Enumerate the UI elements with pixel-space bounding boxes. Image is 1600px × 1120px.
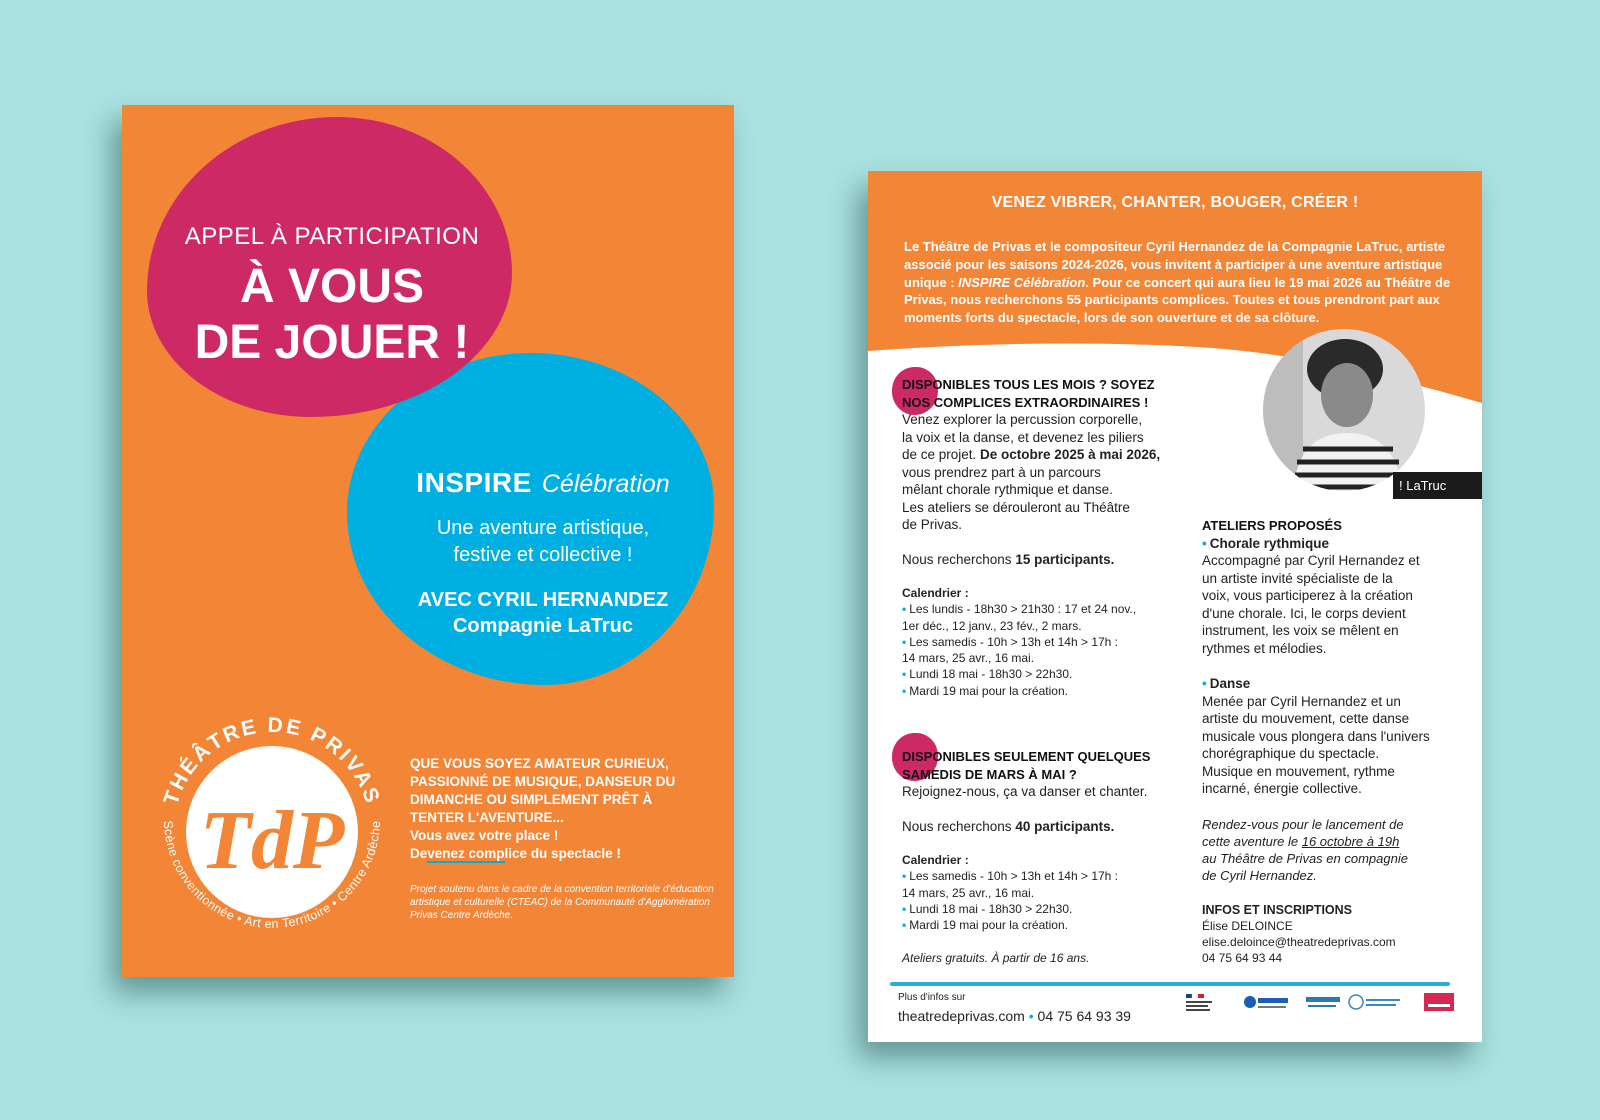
launch-line [1202, 833, 1452, 850]
body-line: mêlant chorale rythmique et danse. [902, 482, 1113, 497]
contact-block [1202, 902, 1452, 967]
search-bold: 40 participants. [1015, 818, 1115, 834]
atelier-line: voix, vous participerez à la création [1202, 588, 1413, 603]
section-heading [902, 376, 1202, 411]
bullet-icon: • [902, 667, 907, 682]
bullet-icon: • [902, 634, 907, 649]
body-line [902, 446, 1202, 464]
body-bold: De octobre 2025 à mai 2026, [980, 447, 1161, 462]
section-monthly [902, 376, 1202, 699]
calendar-text: 14 mars, 25 avr., 16 mai. [902, 651, 1035, 666]
calendar-text: Les samedis - 10h > 13h et 14h > 17h : [909, 634, 1119, 649]
ateliers-block [1202, 517, 1452, 967]
section-body [902, 783, 1202, 835]
body-line: de Privas. [902, 517, 963, 532]
atelier-line: Accompagné par Cyril Hernandez et [1202, 553, 1420, 568]
atelier-title-text: Chorale rythmique [1209, 535, 1330, 551]
atelier-line: incarné, énergie collective. [1202, 781, 1362, 796]
launch-date: 16 octobre à 19h [1301, 833, 1400, 849]
atelier-title [1202, 535, 1452, 553]
bullet-icon: • [902, 602, 907, 617]
section-heading [902, 748, 1202, 783]
calendar-text: Lundi 18 mai - 18h30 > 22h30. [909, 901, 1073, 916]
theatre-de-privas-logo [152, 708, 392, 938]
bullet-icon: • [902, 869, 907, 884]
calendar-text: Mardi 19 mai pour la création. [909, 918, 1068, 933]
front-title-line1: À VOUS [239, 260, 425, 313]
tagline-line1: Une aventure artistique, [436, 517, 650, 539]
search-bold: 15 participants. [1015, 551, 1115, 567]
company-name: Compagnie LaTruc [452, 615, 634, 637]
section-heading-line: DISPONIBLES TOUS LES MOIS ? SOYEZ [902, 377, 1155, 392]
search-pre: Nous recherchons [902, 551, 1016, 567]
footer-bullet: • [1028, 1008, 1034, 1024]
partner-logos [1178, 989, 1468, 1029]
section-heading-line: SAMEDIS DE MARS À MAI ? [902, 766, 1077, 782]
body-line: Rejoignez-nous, ça va danser et chanter. [902, 784, 1148, 799]
call-last-pre: De [410, 846, 428, 861]
calendar-item [902, 634, 1202, 650]
atelier-line: chorégraphique du spectacle. [1202, 746, 1380, 761]
call-line: PASSIONNÉ DE MUSIQUE, DANSEUR DU [410, 774, 676, 789]
portrait-image [1263, 329, 1425, 491]
intro-part2: . Pour ce concert qui aura lieu le 19 mai 2026 au Théâtre de Privas, nous recherchons 55 participants complices. Toutes et tous prendront part aux moments forts du spectacle, lors de son ouverture et de sa clôture. [904, 274, 1451, 326]
atelier-title [1202, 675, 1452, 693]
prefet-logo [1186, 994, 1212, 1011]
calendar [902, 585, 1202, 699]
calendar-item [902, 917, 1202, 933]
atelier-line: musicale vous plongera dans l'univers [1202, 728, 1430, 744]
back-title: VENEZ VIBRER, CHANTER, BOUGER, CRÉER ! [991, 194, 1359, 211]
body-pre: de ce projet. [902, 447, 981, 462]
footnote: Ateliers gratuits. À partir de 16 ans. [902, 951, 1090, 966]
search-count [902, 551, 1202, 569]
bullet-icon: • [902, 918, 907, 933]
calendar-item [902, 868, 1202, 884]
front-tagline [378, 515, 708, 569]
calendar-text: 14 mars, 25 avr., 16 mai. [902, 885, 1035, 900]
calendar-item [902, 683, 1202, 699]
back-flyer [868, 171, 1482, 1042]
atelier-line: artiste du mouvement, cette danse [1202, 711, 1410, 726]
body-line: Venez explorer la percussion corporelle, [902, 412, 1143, 427]
section-heading-line: NOS COMPLICES EXTRAORDINAIRES ! [902, 394, 1149, 410]
footer-contact [898, 1008, 1131, 1024]
contact-email[interactable]: elise.deloince@theatredeprivas.com [1202, 935, 1396, 950]
section-heading-line: DISPONIBLES SEULEMENT QUELQUES [902, 749, 1151, 764]
section-saturdays [902, 748, 1202, 967]
atelier-line: un artiste invité spécialiste de la [1202, 570, 1393, 586]
call-to-action [410, 755, 710, 863]
atelier-line: Menée par Cyril Hernandez et un [1202, 693, 1401, 709]
ville-privas-logo [1424, 993, 1454, 1011]
bullet-icon: • [1202, 535, 1207, 551]
intro-part1: Le Théâtre de Privas et le compositeur Cyril Hernandez de la Compagnie LaTruc, artiste associé pour les saisons 2024-2026, vous invitent à participer à une aventure artistique unique : [904, 239, 1446, 290]
calendar [902, 852, 1202, 933]
calendar-label: Calendrier : [902, 586, 969, 600]
inspire-bold: INSPIRE [416, 467, 532, 498]
calendar-text: 1er déc., 12 janv., 23 fév., 2 mars. [902, 618, 1082, 633]
calendar-item [902, 601, 1202, 617]
calendar-text: Les samedis - 10h > 13h et 14h > 17h : [909, 869, 1119, 884]
ateliers-heading: ATELIERS PROPOSÉS [1202, 518, 1342, 533]
atelier-line: Musique en mouvement, rythme [1202, 763, 1395, 779]
agglo-logo [1349, 995, 1400, 1009]
calendar-item [902, 666, 1202, 682]
front-flyer [122, 105, 734, 977]
front-kicker: APPEL À PARTICIPATION [184, 223, 480, 250]
footer-divider [890, 982, 1450, 986]
launch-pre: cette aventure le [1202, 833, 1302, 849]
logo-monogram: TdP [199, 794, 345, 887]
partner-logo-strip [1178, 989, 1468, 1029]
intro-paragraph [904, 238, 1464, 327]
latruc-badge: ! LaTruc [1393, 472, 1482, 499]
search-count [902, 818, 1202, 836]
artist-name: AVEC CYRIL HERNANDEZ [417, 589, 669, 611]
artist-portrait [1263, 329, 1425, 491]
call-line: TENTER L'AVENTURE... [410, 810, 564, 825]
body-line: vous prendrez part à un parcours [902, 464, 1101, 480]
contact-heading: INFOS ET INSCRIPTIONS [1202, 902, 1353, 917]
body-line: la voix et la danse, et devenez les piliers [902, 429, 1144, 445]
call-line: DIMANCHE OU SIMPLEMENT PRÊT À [410, 792, 653, 807]
launch-line: au Théâtre de Privas en compagnie [1202, 850, 1408, 866]
calendar-label: Calendrier : [902, 853, 969, 867]
atelier-desc [1202, 693, 1452, 798]
atelier-line: d'une chorale. Ici, le corps devient [1202, 605, 1406, 621]
search-pre: Nous recherchons [902, 818, 1016, 834]
contact-phone[interactable]: 04 75 64 93 44 [1202, 951, 1283, 966]
front-title [162, 259, 502, 371]
call-line: Vous avez votre place ! [410, 828, 559, 843]
atelier-title-text: Danse [1209, 676, 1251, 691]
call-last-underlined: venez comp [427, 846, 505, 861]
call-line-last [410, 845, 710, 863]
launch-line: de Cyril Hernandez. [1202, 867, 1317, 883]
contact-name: Élise DELOINCE [1202, 918, 1293, 933]
call-line: QUE VOUS SOYEZ AMATEUR CURIEUX, [410, 756, 669, 771]
bullet-icon: • [1202, 676, 1207, 691]
body-line: Les ateliers se dérouleront au Théâtre [902, 499, 1130, 515]
bullet-icon: • [902, 901, 907, 916]
footer-more-info: Plus d'infos sur [898, 992, 966, 1003]
tagline-line2: festive et collective ! [453, 544, 633, 566]
atelier-desc [1202, 552, 1452, 657]
inspire-heading [378, 467, 708, 499]
ardeche-logo [1306, 997, 1340, 1007]
call-last-post: lice du spectacle ! [504, 846, 621, 861]
calendar-text: Mardi 19 mai pour la création. [909, 683, 1068, 698]
logo-name: THÉÂTRE DE PRIVAS [159, 713, 385, 808]
section-body [902, 411, 1202, 568]
calendar-text: Les lundis - 18h30 > 21h30 : 17 et 24 nov., [909, 602, 1137, 617]
region-logo [1244, 996, 1288, 1008]
front-title-line2: DE JOUER ! [194, 316, 470, 369]
bullet-icon: • [902, 683, 907, 698]
website-link[interactable]: theatredeprivas.com [898, 1008, 1025, 1024]
atelier-line: instrument, les voix se mêlent en [1202, 623, 1399, 638]
calendar-text: Lundi 18 mai - 18h30 > 22h30. [909, 667, 1073, 682]
atelier-line: rythmes et mélodies. [1202, 640, 1327, 656]
logo-subtitle: Scène conventionnée • Art en Territoire • Centre Ardèche [160, 820, 384, 932]
launch-note [1202, 816, 1452, 884]
calendar-item [902, 901, 1202, 917]
intro-italic: INSPIRE Célébration [958, 274, 1086, 290]
artist-credit [378, 587, 708, 639]
footer-phone[interactable]: 04 75 64 93 39 [1037, 1008, 1131, 1024]
launch-line: Rendez-vous pour le lancement de [1202, 816, 1404, 832]
support-note: Projet soutenu dans le cadre de la convention territoriale d'éducation artistique et culturelle (CTEAC) de la Communauté d'Agglomération Privas Centre Ardèche. [410, 884, 714, 921]
inspire-italic: Célébration [541, 470, 670, 498]
